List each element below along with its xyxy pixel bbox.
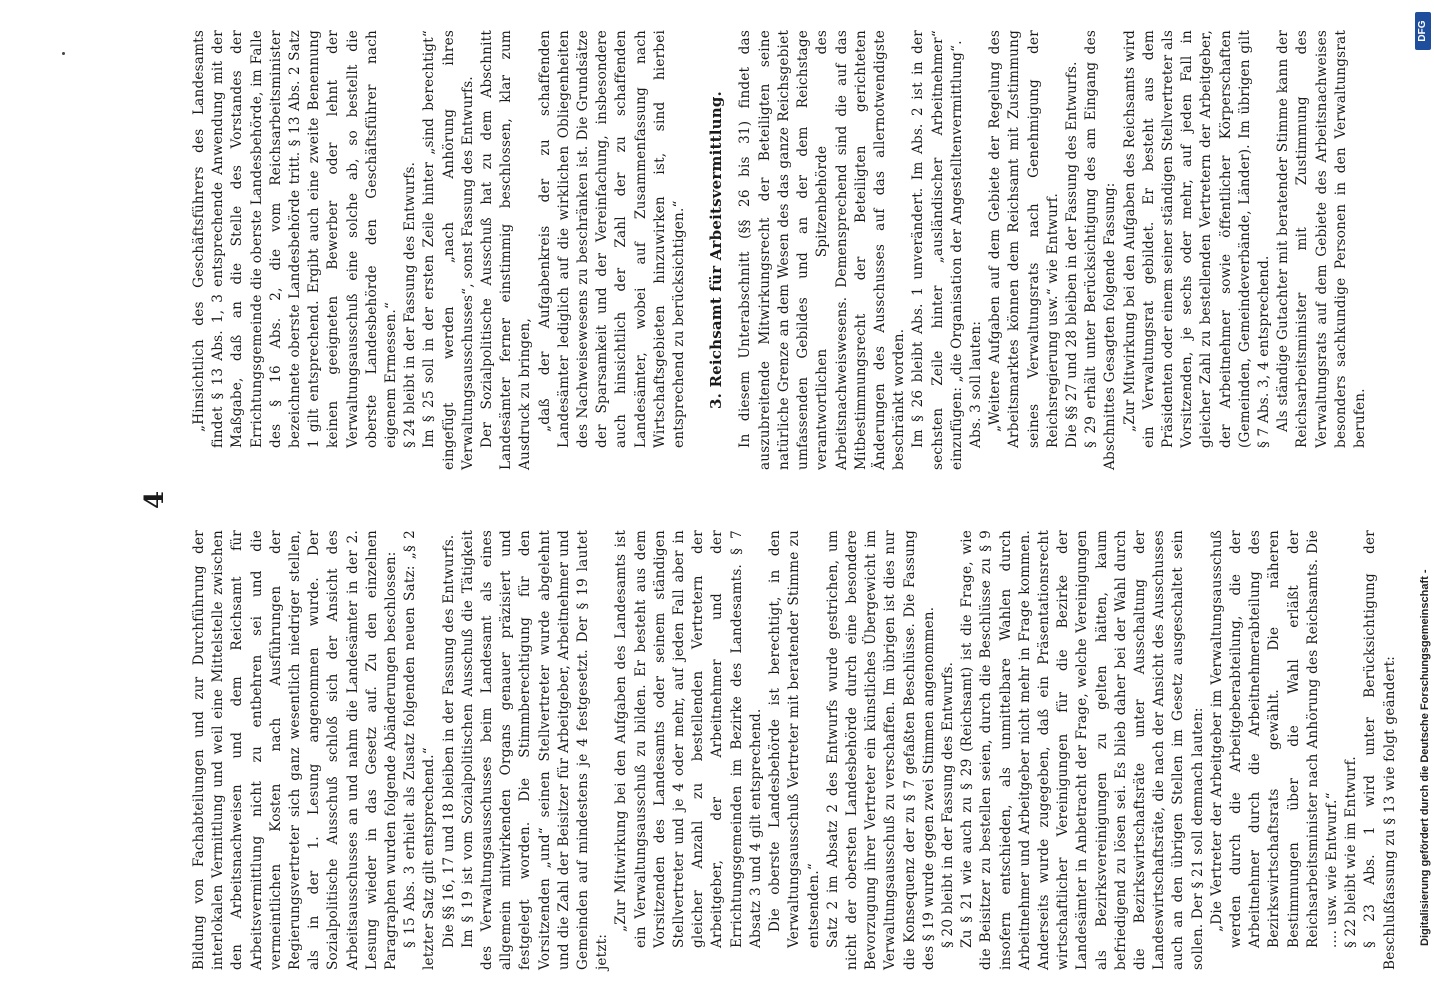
scanned-page xyxy=(100,0,1410,1000)
paragraph: Abs. 3 soll lauten: xyxy=(967,320,984,448)
paragraph: Die §§ 27 und 28 bleiben in der Fassung des Entwurfs. xyxy=(1063,61,1080,448)
paragraph: „Die Vertreter der Arbeitgeber im Verwaltungsausschuß werden durch die Arbeitgeberabteilung, die der Arbeitnehmer durch die Arbeitnehmerabteilung des Bezirkswirtschaftsrats gewählt. Die näheren Bestimmungen über die Wahl erläßt der Reichsarbeitsminister nach Anhörung des Reichsamts. Die .... usw. wie Entwurf.“ xyxy=(1208,530,1340,948)
left-column xyxy=(190,530,1398,970)
right-column-bottom-paragraphs xyxy=(736,30,1370,470)
paragraph: „Hinsichtlich des Geschäftsführers des Landesamts findet § 13 Abs. 1, 3 entsprechende Anwendung mit der Maßgabe, daß an die Stelle des Vorstandes der Errichtungsgemeinde die oberste Landesbehörde, im Falle des § 16 Abs. 2, die vom Reichsarbeitsminister bezeichnete oberste Landesbehörde tritt. § 13 Abs. 2 Satz 1 gilt entsprechend. Ergibt auch eine zweite Benennung keinen geeigneten Bewerber oder lehnt der Verwaltungsausschuß eine solche ab, so bestellt die oberste Landesbehörde den Geschäftsführer nach eigenem Ermessen.“ xyxy=(191,30,400,448)
paragraph: „daß der Aufgabenkreis der zu schaffenden Landesämter lediglich auf die wirklichen Obliegenheiten des Nachweisewesens zu beschränken ist. Die Grundsätze der Sparsamkeit und der Vereinfachung, insbesondere auch hinsichtlich der Zahl der zu schaffenden Landesämter, wobei auf Zusammenfassung nach Wirtschaftsgebieten hinzuwirken ist, sind hierbei entsprechend zu berücksichtigen.“ xyxy=(536,30,688,448)
paragraph: Im § 25 soll in der ersten Zeile hinter „sind berechtigt“ eingefügt werden „nach Anhörung ihres Verwaltungsausschusses“, sonst Fassung des Entwurfs. xyxy=(421,30,476,470)
paragraph: „Weitere Aufgaben auf dem Gebiete der Regelung des Arbeitsmarktes können dem Reichsamt mit Zustimmung seines Verwaltungsrats nach Genehmigung der Reichsregierung usw.“ wie Entwurf. xyxy=(987,30,1061,448)
left-column-paragraphs xyxy=(190,530,1400,970)
paragraph: Im § 26 bleibt Abs. 1 unverändert. Im Abs. 2 ist in der sechsten Zeile hinter „ausländischer Arbeitnehmer“ einzufügen: „die Organisation der Angestelltenvermittlung“. xyxy=(910,30,965,470)
paragraph: § 29 erhält unter Berücksichtigung des am Eingang des Abschnittes Gesagten folgende Fassung: xyxy=(1083,30,1119,470)
right-column-top-paragraphs xyxy=(190,30,689,470)
scan-speck xyxy=(62,52,65,55)
paragraph: § 23 Abs. 1 wird unter Berücksichtigung der Beschlußfassung zu § 13 wie folgt geändert: xyxy=(1362,530,1398,970)
section-heading: 3. Reichsamt für Arbeitsvermittlung. xyxy=(707,91,726,409)
paragraph: § 24 bleibt in der Fassung des Entwurfs. xyxy=(402,161,419,448)
page-number: 4 xyxy=(140,490,170,510)
credit-text: Digitalisierung gefördert durch die Deutsche Forschungsgemeinschaft - xyxy=(1419,569,1431,946)
right-column xyxy=(190,30,1370,470)
paragraph: Die oberste Landesbehörde ist berechtigt, in den Verwaltungsausschuß Vertreter mit beratender Stimme zu entsenden.“ xyxy=(767,530,822,948)
paragraph: Der Sozialpolitische Ausschuß hat zu dem Abschnitt Landesämter ferner einstimmig beschlossen, klar zum Ausdruck zu bringen, xyxy=(479,30,534,470)
paragraph: Im § 19 ist vom Sozialpolitischen Ausschuß die Tätigkeit des Verwaltungsausschusses beim Landesamt als eines allgemein mitwirkenden Organs genauer präzisiert und festgelegt worden. Die Stimmberechtigung für den Vorsitzenden „und“ seinen Stellvertreter wurde abgelehnt und die Zahl der Beisitzer für Arbeitgeber, Arbeitnehmer und Gemeinden auf mindestens je 4 festgesetzt. Der § 19 lautet jetzt: xyxy=(459,530,611,970)
dfg-logo-text: DFG xyxy=(1417,20,1428,42)
paragraph: In diesem Unterabschnitt (§§ 26 bis 31) findet das auszubreitende Mitwirkungsrecht der Beteiligten seine natürliche Grenze an dem Wesen des das ganze Reichsgebiet umfassenden Gebildes und an der dem Reichstage verantwortlichen Spitzenbehörde des Arbeitsnachweiswesens. Demensprechend sind die auf das Mitbestimmungsrecht der Beteiligten gerichteten Änderungen des Ausschusses auf das allernotwendigste beschränkt worden. xyxy=(737,30,908,470)
paragraph: Bildung von Fachabteilungen und zur Durchführung der interlokalen Vermittlung und weil eine Mittelstelle zwischen den Arbeitsnachweisen und dem Reichsamt für Arbeitsvermittlung nicht zu entbehren sei und die vermeintlichen Kosten nach Ausführungen der Regierungsvertreter sich ganz wesentlich niedriger stellen, als in der 1. Lesung angenommen wurde. Der Sozialpolitische Ausschuß schloß sich der Ansicht des Arbeitsausschusses an und nahm die Landesämter in der 2. Lesung wieder in das Gesetz auf. Zu den einzelnen Paragraphen wurden folgende Abänderungen beschlossen: xyxy=(191,530,400,970)
paragraph: § 22 bleibt wie im Entwurf. xyxy=(1343,756,1360,948)
paragraph: Zu § 21 wie auch zu § 29 (Reichsamt) ist die Frage, wie die Beisitzer zu bestellen seien, durch die Beschlüsse zu § 9 insofern entschieden, als unmittelbare Wahlen durch Arbeitnehmer und Arbeitgeber nicht mehr in Frage kommen. Anderseits wurde zugegeben, daß ein Präsentationsrecht wirtschaftlicher Vereinigungen für die Bezirke der Landesämter in Anbetracht der Frage, welche Vereinigungen als Bezirksvereinigungen zu gelten hätten, kaum befriedigend zu lösen sei. Es blieb daher bei der Wahl durch die Bezirkswirtschaftsräte unter Ausschaltung der Landeswirtschaftsräte, die nach der Ansicht des Ausschusses auch an den übrigen Stellen im Gesetz ausgeschaltet sein sollen. Der § 21 soll demnach lauten: xyxy=(959,530,1206,970)
paragraph: Satz 2 im Absatz 2 des Entwurfs wurde gestrichen, um nicht der obersten Landesbehörde durch eine besondere Bevorzugung ihrer Vertreter ein künstliches Übergewicht im Verwaltungsausschuß zu verschaffen. Im übrigen ist dies nur die Konsequenz der zu § 7 gefaßten Beschlüsse. Die Fassung des § 19 wurde gegen zwei Stimmen angenommen. xyxy=(824,530,937,970)
paragraph: Die §§ 16, 17 und 18 bleiben in der Fassung des Entwurfs. xyxy=(440,534,457,948)
paragraph: Als ständige Gutachter mit beratender Stimme kann der Reichsarbeitsminister mit Zustimmung des Verwaltungsrats auf dem Gebiete des Arbeitsnachweises besonders sachkundige Personen in den Verwaltungsrat berufen. xyxy=(1275,30,1368,448)
paragraph: § 15 Abs. 3 erhielt als Zusatz folgenden neuen Satz: „§ 2 letzter Satz gilt entsprechend.“ xyxy=(402,530,438,970)
paragraph: „Zur Mitwirkung bei den Aufgaben des Landesamts ist ein Verwaltungsausschuß zu bilden. Er besteht aus dem Vorsitzenden des Landesamts oder seinem ständigen Stellvertreter und je 4 oder mehr, auf jeden Fall aber in gleicher Anzahl zu bestellenden Vertretern der Arbeitgeber, der Arbeitnehmer und der Errichtungsgemeinden im Bezirke des Landesamts. § 7 Absatz 3 und 4 gilt entsprechend. xyxy=(613,530,764,948)
paragraph: § 20 bleibt in der Fassung des Entwurfs. xyxy=(939,661,956,948)
digitization-credit xyxy=(1414,6,1432,996)
scanned-page-content xyxy=(100,0,1410,1000)
paragraph: „Zur Mitwirkung bei den Aufgaben des Reichsamts wird ein Verwaltungsrat gebildet. Er besteht aus dem Präsidenten oder einem seiner ständigen Stellvertreter als Vorsitzenden, je sechs oder mehr, auf jeden Fall in gleicher Zahl zu bestellenden Vertretern der Arbeitgeber, der Arbeitnehmer sowie öffentlicher Körperschaften (Gemeinden, Gemeindeverbände, Länder). Im übrigen gilt § 7 Abs. 3, 4 entsprechend. xyxy=(1121,30,1272,448)
